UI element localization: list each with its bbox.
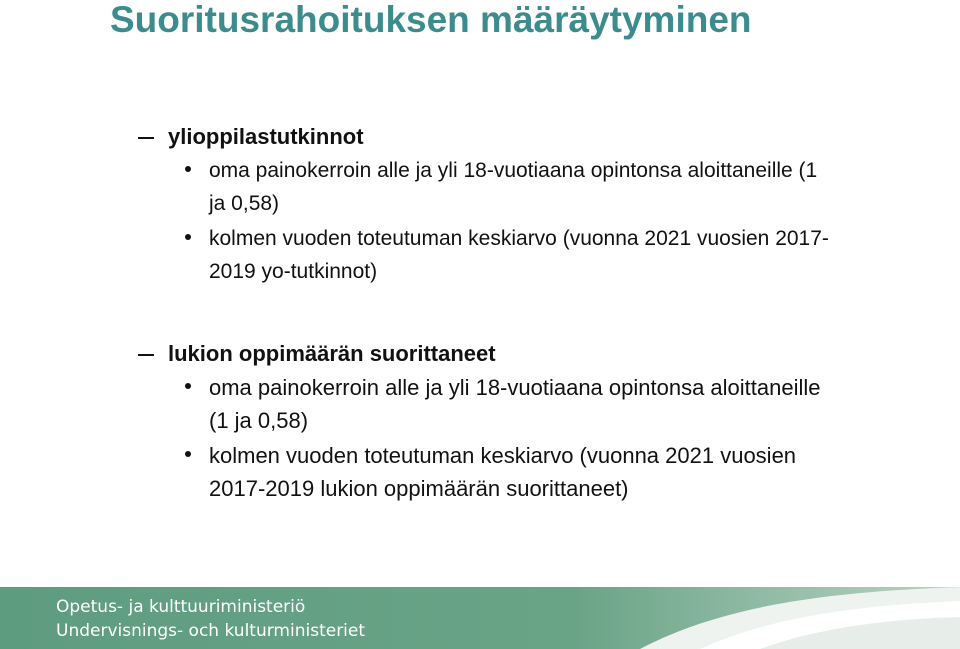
bullet-dot-icon	[185, 383, 191, 389]
bullet-text: kolmen vuoden toteutuman keskiarvo (vuonna 2021 vuosien 2017-2019 yo-tutkinnot)	[209, 227, 829, 283]
bullet-dot-icon	[185, 234, 191, 240]
section-heading-row	[138, 339, 829, 371]
dash-marker	[138, 137, 154, 139]
bullet-item	[185, 371, 829, 437]
bullet-item	[185, 222, 829, 288]
bullet-text: oma painokerroin alle ja yli 18-vuotiaana opintonsa aloittaneille (1 ja 0,58)	[209, 159, 818, 215]
section-heading-row	[138, 122, 829, 154]
dash-marker	[138, 354, 154, 356]
bullet-item	[185, 154, 829, 220]
section-heading: ylioppilastutkinnot	[168, 124, 364, 149]
bullet-text: kolmen vuoden toteutuman keskiarvo (vuonna 2021 vuosien 2017-2019 lukion oppimäärän suorittaneet)	[209, 443, 797, 501]
bullet-dot-icon	[185, 451, 191, 457]
bullet-dot-icon	[185, 166, 191, 172]
bullet-text: oma painokerroin alle ja yli 18-vuotiaana opintonsa aloittaneille (1 ja 0,58)	[209, 375, 821, 433]
section-heading: lukion oppimäärän suorittaneet	[168, 341, 496, 366]
ministry-name-fi: Opetus- ja kulttuuriministeriö	[56, 597, 306, 617]
section-lukion-oppimaara	[138, 339, 829, 505]
section-ylioppilastutkinnot	[138, 122, 829, 288]
slide-title: Suoritusrahoituksen määräytyminen	[110, 0, 752, 40]
footer-band	[0, 587, 960, 649]
bullet-item	[185, 439, 829, 505]
ministry-name-sv: Undervisnings- och kulturministeriet	[56, 621, 366, 641]
